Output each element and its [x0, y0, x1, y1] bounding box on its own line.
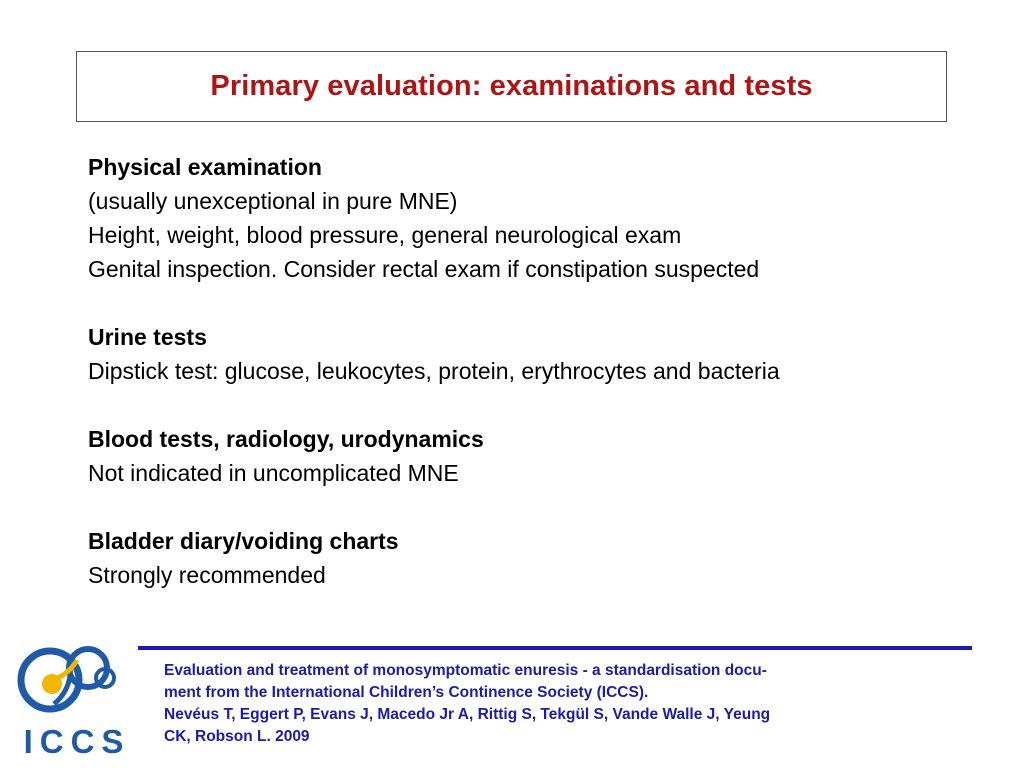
section-line: Dipstick test: glucose, leukocytes, protein, erythrocytes and bacteria: [88, 358, 780, 384]
section-heading: Blood tests, radiology, urodynamics: [88, 426, 484, 452]
section-line: (usually unexceptional in pure MNE): [88, 188, 458, 214]
iccs-logo: [14, 638, 140, 760]
title-box: [76, 51, 947, 122]
section-urine-tests: [88, 320, 988, 388]
content-area: [88, 150, 988, 626]
citation-line: Nevéus T, Eggert P, Evans J, Macedo Jr A, Rittig S, Tekgül S, Vande Walle J, Yeung: [164, 706, 771, 723]
footer-divider: [138, 646, 972, 650]
section-line: Not indicated in uncomplicated MNE: [88, 460, 459, 486]
section-heading: Bladder diary/voiding charts: [88, 528, 399, 554]
section-line: Genital inspection. Consider rectal exam if constipation suspected: [88, 256, 760, 282]
citation-line: Evaluation and treatment of monosymptomatic enuresis - a standardisation docu-: [164, 662, 767, 679]
logo-text: ICCS: [23, 723, 131, 760]
section-heading: Physical examination: [88, 154, 322, 180]
slide-title: Primary evaluation: examinations and tests: [210, 70, 813, 102]
section-heading: Urine tests: [88, 324, 207, 350]
section-blood-tests: [88, 422, 988, 490]
section-bladder-diary: [88, 524, 988, 592]
logo-emblem: [21, 649, 114, 709]
section-line: Strongly recommended: [88, 562, 326, 588]
citation-line: CK, Robson L. 2009: [164, 728, 310, 745]
citation: [164, 660, 964, 748]
section-line: Height, weight, blood pressure, general neurological exam: [88, 222, 682, 248]
section-physical-examination: [88, 150, 988, 286]
citation-line: ment from the International Children’s Continence Society (ICCS).: [164, 684, 649, 701]
